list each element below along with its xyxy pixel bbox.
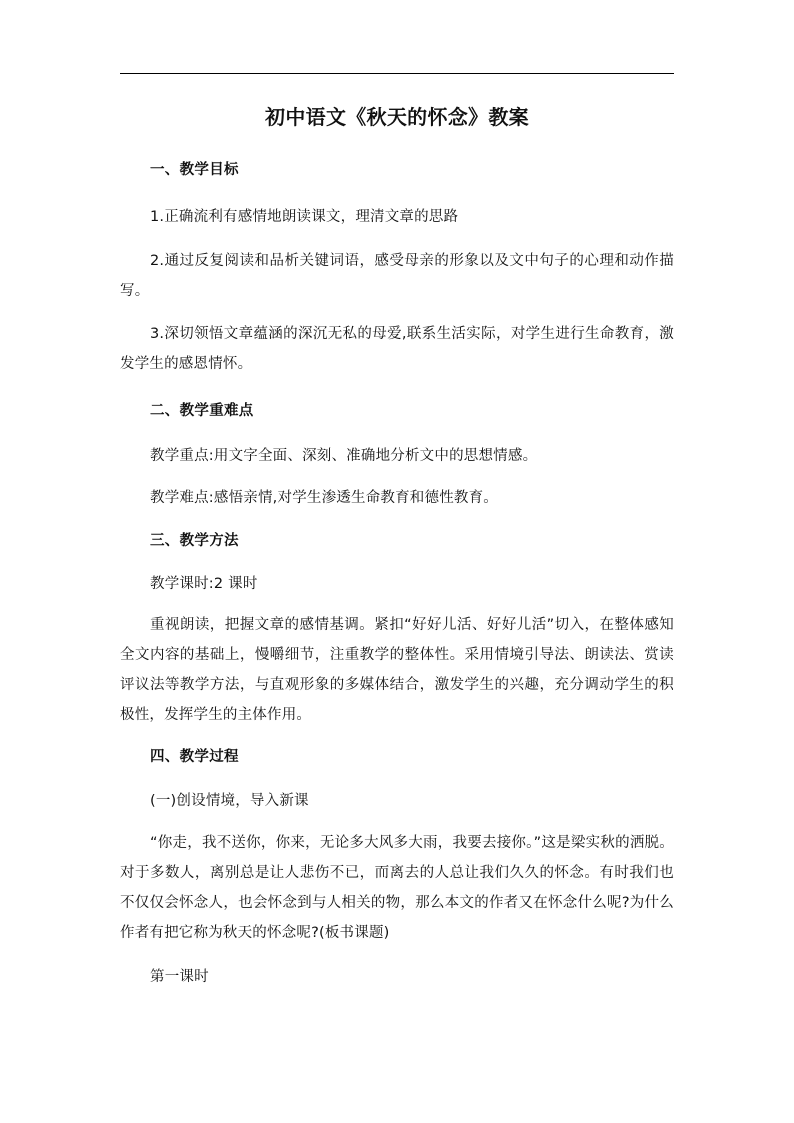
section-heading-process: 四、教学过程 bbox=[150, 749, 239, 765]
first-lesson-label: 第一课时 bbox=[150, 969, 209, 985]
intro-paragraph: “你走，我不送你，你来，无论多大风多大雨，我要去接你。”这是梁实秋的洒脱。对于多数人，离别总是让人悲伤不已，而离去的人总让我们久久的怀念。有时我们也不仅仅会怀念人，也会怀念到与人相关的物，那么本文的作者又在怀念什么呢?为什么作者有把它称为秋天的怀念呢?(板书课题) bbox=[120, 835, 674, 941]
section-heading-methods: 三、教学方法 bbox=[150, 533, 239, 549]
objective-1: 1.正确流利有感情地朗读课文，理清文章的思路 bbox=[150, 209, 459, 225]
header-rule bbox=[120, 73, 674, 74]
process-step-1: (一)创设情境，导入新课 bbox=[150, 793, 309, 809]
section-heading-key-points: 二、教学重难点 bbox=[150, 403, 254, 419]
objective-2: 2.通过反复阅读和品析关键词语，感受母亲的形象以及文中句子的心理和动作描写。 bbox=[120, 253, 674, 299]
key-point: 教学重点:用文字全面、深刻、准确地分析文中的思想情感。 bbox=[150, 448, 538, 464]
methods-paragraph: 重视朗读，把握文章的感情基调。紧扣“好好儿活、好好儿活”切入，在整体感知全文内容的基础上，慢嚼细节，注重教学的整体性。采用情境引导法、朗读法、赏读评议法等教学方法，与直观形象的多媒体结合，激发学生的兴趣，充分调动学生的积极性，发挥学生的主体作用。 bbox=[120, 617, 674, 723]
class-hours: 教学课时:2 课时 bbox=[150, 576, 258, 592]
document-body bbox=[120, 100, 674, 990]
document-title: 初中语文《秋天的怀念》教案 bbox=[265, 105, 529, 129]
objective-3: 3.深切领悟文章蕴涵的深沉无私的母爱,联系生活实际，对学生进行生命教育，激发学生的感恩情怀。 bbox=[120, 326, 674, 372]
difficult-point: 教学难点:感悟亲情,对学生渗透生命教育和德性教育。 bbox=[150, 490, 498, 506]
section-heading-objectives: 一、教学目标 bbox=[150, 162, 239, 178]
